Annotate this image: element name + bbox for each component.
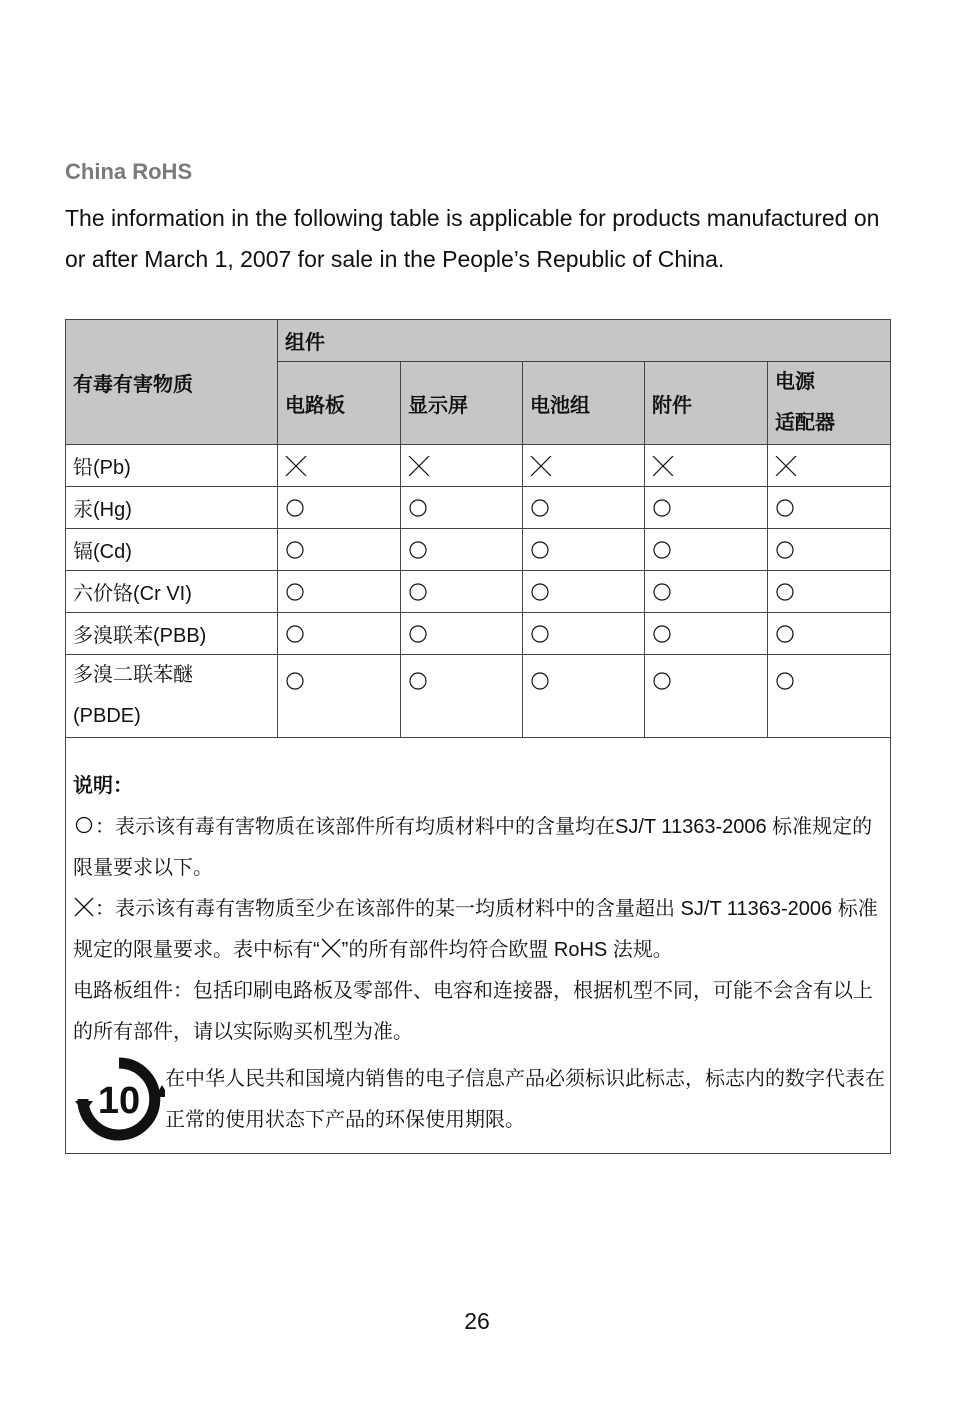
circle-mark-icon (652, 671, 676, 691)
circle-mark-icon (73, 814, 95, 836)
mark-cell (523, 445, 645, 487)
substance-cell: 汞(Hg) (66, 487, 278, 529)
mark-cell (768, 571, 891, 613)
pcb-note: 电路板组件：包括印刷电路板及零部件、电容和连接器，根据机型不同，可能不会含有以上的所有部件，请以实际购买机型为准。 (73, 980, 873, 1043)
cross-mark-icon (285, 456, 309, 476)
notes-cell (66, 738, 891, 1154)
table-row (66, 613, 891, 655)
circle-mark-icon (408, 540, 432, 560)
mark-cell (768, 655, 891, 738)
circle-mark-icon (530, 582, 554, 602)
circle-mark-icon (652, 582, 676, 602)
circle-mark-icon (285, 582, 309, 602)
cross-mark-icon (775, 456, 799, 476)
circle-mark-icon (285, 498, 309, 518)
rohs-table (65, 319, 891, 1154)
circle-mark-icon (408, 624, 432, 644)
intro-paragraph: The information in the following table is applicable for products manufactured on or after March 1, 2007 for sale in the People’s Republic of China. (65, 205, 880, 272)
cross-mark-icon (652, 456, 676, 476)
table-row (66, 445, 891, 487)
circle-mark-icon (530, 624, 554, 644)
page-number: 26 (464, 1308, 490, 1334)
circle-mark-icon (408, 582, 432, 602)
table-body (66, 445, 891, 738)
mark-cell (278, 655, 401, 738)
mark-cell (768, 445, 891, 487)
mark-cell (645, 571, 768, 613)
mark-cell (278, 529, 401, 571)
circle-mark-icon (530, 498, 554, 518)
circle-mark-icon (285, 624, 309, 644)
mark-cell (768, 529, 891, 571)
efup-logo-icon (73, 1057, 165, 1141)
cross-mark-icon (408, 456, 432, 476)
circle-mark-icon (775, 540, 799, 560)
mark-cell (523, 571, 645, 613)
cross-note-text: ”的所有部件均符合欧盟 RoHS 法规。 (341, 939, 673, 961)
mark-cell (401, 445, 523, 487)
mark-cell (523, 487, 645, 529)
mark-cell (401, 655, 523, 738)
mark-cell (278, 613, 401, 655)
table-row (66, 529, 891, 571)
cross-note-text: ：表示该有毒有害物质至少在该部件的某一均质材料中的含量超出 SJ/T 11363-2006 标准规定的限量要求。表中标有“ (73, 898, 878, 961)
mark-cell (278, 487, 401, 529)
column-header: 电池组 (523, 362, 645, 445)
column-header-line: 适配器 (775, 412, 835, 434)
mark-cell (523, 655, 645, 738)
circle-mark-icon (775, 671, 799, 691)
mark-cell (645, 529, 768, 571)
mark-cell (523, 613, 645, 655)
substance-line: (PBDE) (73, 705, 141, 727)
column-header: 显示屏 (401, 362, 523, 445)
circle-note (73, 807, 890, 889)
circle-mark-icon (530, 540, 554, 560)
circle-mark-icon (652, 498, 676, 518)
circle-mark-icon (652, 624, 676, 644)
substance-cell: 多溴联苯(PBB) (66, 613, 278, 655)
substance-cell (66, 655, 278, 738)
column-header (768, 362, 891, 445)
mark-cell (768, 487, 891, 529)
circle-note-text: ：表示该有毒有害物质在该部件所有均质材料中的含量均在SJ/T 11363-2006 标准规定的限量要求以下。 (73, 816, 873, 879)
circle-mark-icon (530, 671, 554, 691)
mark-cell (645, 445, 768, 487)
column-header: 电路板 (278, 362, 401, 445)
circle-mark-icon (285, 540, 309, 560)
mark-cell (645, 487, 768, 529)
mark-cell (401, 571, 523, 613)
circle-mark-icon (285, 671, 309, 691)
table-row (66, 487, 891, 529)
circle-mark-icon (408, 671, 432, 691)
mark-cell (768, 613, 891, 655)
section-title: China RoHS (65, 159, 193, 184)
mark-cell (278, 445, 401, 487)
efup-note (73, 1057, 890, 1141)
efup-note-text: 在中华人民共和国境内销售的电子信息产品必须标识此标志，标志内的数字代表在正常的使用状态下产品的环保使用期限。 (165, 1068, 885, 1131)
cross-mark-icon (73, 896, 95, 918)
group-header: 组件 (278, 320, 891, 362)
mark-cell (645, 613, 768, 655)
substance-line: 多溴二联苯醚 (73, 664, 193, 686)
substance-cell: 镉(Cd) (66, 529, 278, 571)
column-header-line: 电源 (775, 371, 815, 393)
circle-mark-icon (775, 582, 799, 602)
table-row (66, 655, 891, 738)
notes-heading: 说明： (73, 775, 133, 797)
efup-logo-number: 10 (97, 1080, 141, 1122)
mark-cell (278, 571, 401, 613)
mark-cell (401, 613, 523, 655)
substance-cell: 铅(Pb) (66, 445, 278, 487)
circle-mark-icon (775, 624, 799, 644)
column-header: 附件 (645, 362, 768, 445)
cross-note (73, 889, 890, 971)
cross-mark-icon (530, 456, 554, 476)
mark-cell (401, 529, 523, 571)
table-row (66, 571, 891, 613)
substance-cell: 六价铬(Cr VI) (66, 571, 278, 613)
row-header: 有毒有害物质 (66, 320, 278, 445)
mark-cell (645, 655, 768, 738)
circle-mark-icon (408, 498, 432, 518)
mark-cell (523, 529, 645, 571)
mark-cell (401, 487, 523, 529)
cross-mark-icon (320, 937, 342, 959)
circle-mark-icon (775, 498, 799, 518)
circle-mark-icon (652, 540, 676, 560)
